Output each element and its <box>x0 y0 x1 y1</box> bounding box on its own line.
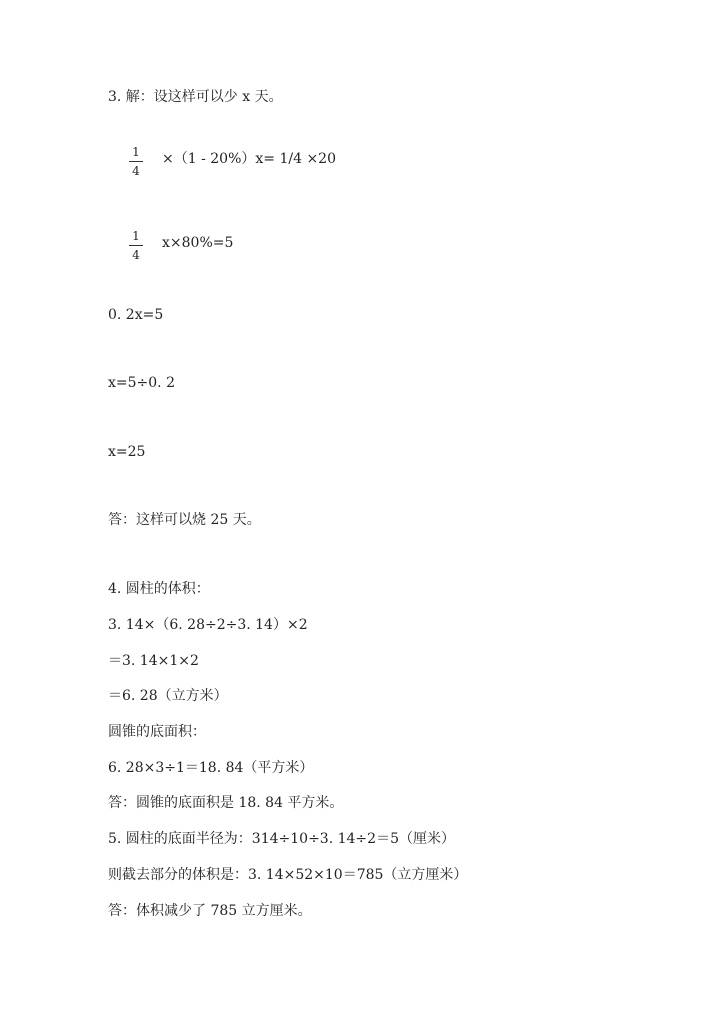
problem4-line-4: 圆锥的底面积： <box>108 724 206 740</box>
problem4-line-1: 3. 14×（6. 28÷2÷3. 14）×2 <box>108 617 308 633</box>
problem4-heading: 4. 圆柱的体积： <box>108 581 210 597</box>
fraction-numerator: 1 <box>132 145 140 159</box>
fraction-denominator: 4 <box>132 248 140 262</box>
problem4-line-3: ＝6. 28（立方米） <box>108 688 228 704</box>
problem4-line-2: ＝3. 14×1×2 <box>108 653 199 669</box>
solution-step-2: x=5÷0. 2 <box>108 375 175 391</box>
fraction-bar <box>129 245 143 246</box>
problem3-answer: 答：这样可以烧 25 天。 <box>108 512 261 528</box>
problem5-line-2: 则截去部分的体积是：3. 14×52×10＝785（立方厘米） <box>108 867 468 883</box>
solution-step-3: x=25 <box>108 444 146 460</box>
problem5-answer: 答：体积减少了 785 立方厘米。 <box>108 903 312 919</box>
problem4-answer: 答：圆锥的底面积是 18. 84 平方米。 <box>108 795 344 811</box>
problem4-line-5: 6. 28×3÷1＝18. 84（平方米） <box>108 760 314 776</box>
fraction-numerator: 1 <box>132 229 140 243</box>
fraction-denominator: 4 <box>132 164 140 178</box>
fraction-one-quarter <box>129 229 143 262</box>
solution-step-1: 0. 2x=5 <box>108 307 164 323</box>
problem5-line-1: 5. 圆柱的底面半径为：314÷10÷3. 14÷2＝5（厘米） <box>108 831 455 847</box>
fraction-bar <box>129 161 143 162</box>
equation-line-2: x×80%=5 <box>162 235 234 251</box>
problem3-heading: 3. 解：设这样可以少 x 天。 <box>108 89 283 105</box>
fraction-one-quarter <box>129 145 143 178</box>
equation-line-1: ×（1 - 20%）x= 1/4 ×20 <box>162 151 336 167</box>
